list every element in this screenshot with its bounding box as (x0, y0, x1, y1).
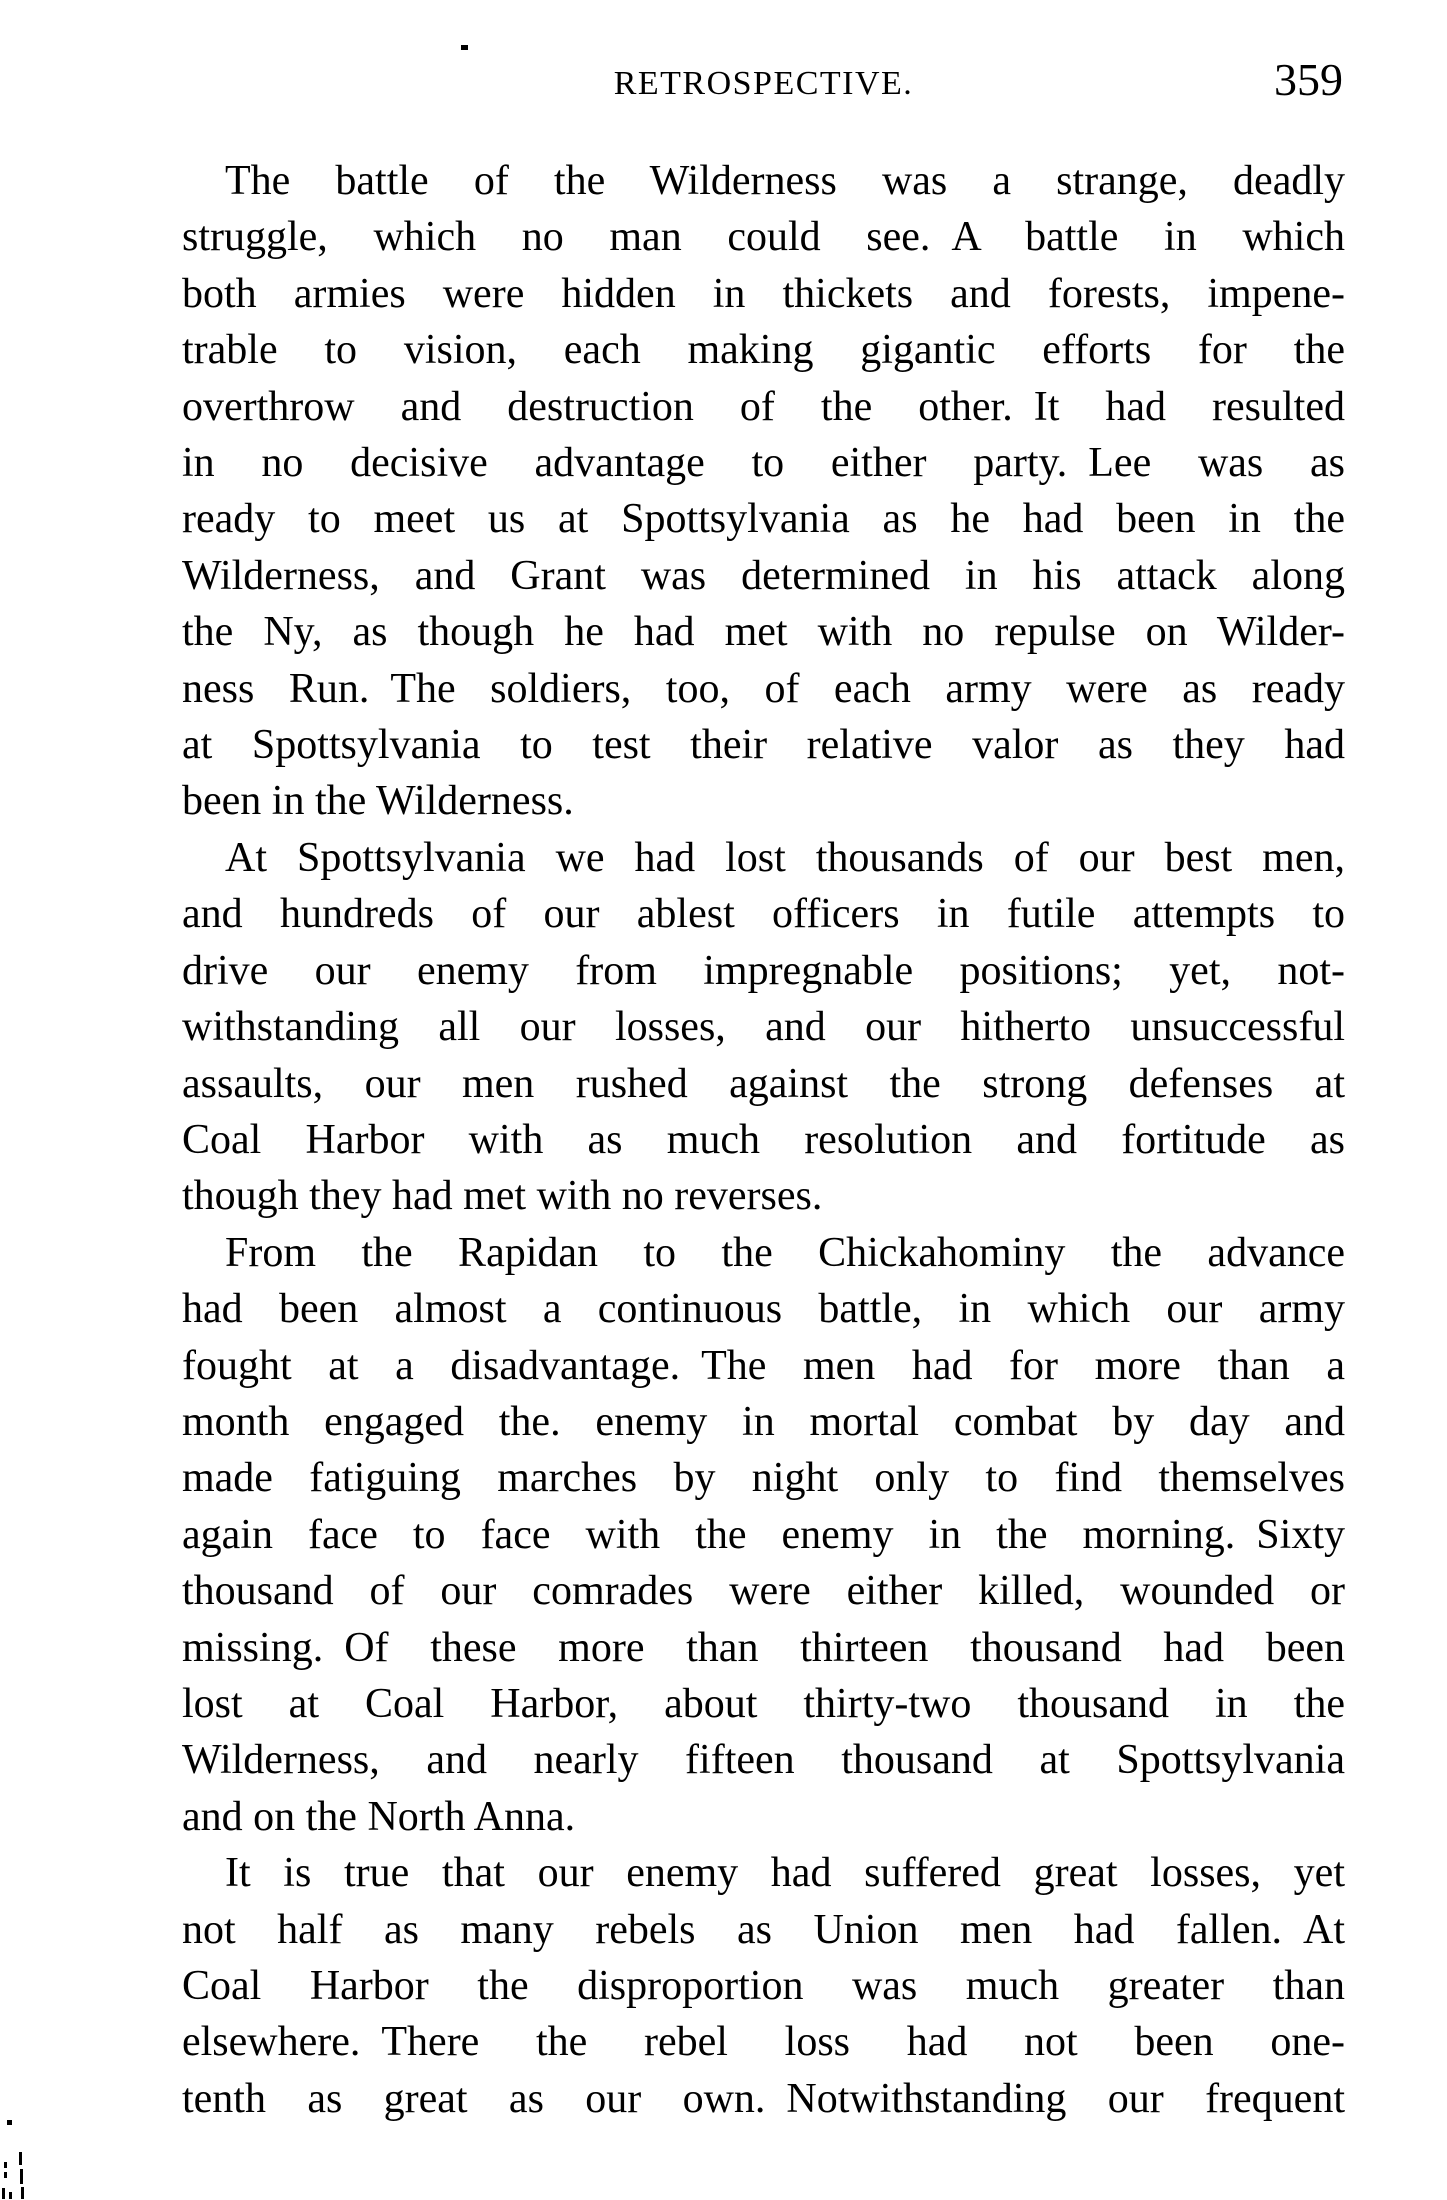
scan-speck (461, 45, 468, 50)
text-line: again face to face with the enemy in the morning. Sixty (182, 1511, 1345, 1558)
text-line: withstanding all our losses, and our hitherto unsuccessful (182, 1004, 1345, 1051)
text-line: fought at a disadvantage. The men had for more than a (182, 1342, 1345, 1389)
text-line: Wilderness, and nearly fifteen thousand at Spottsylvania (182, 1737, 1345, 1784)
page-header (182, 54, 1345, 114)
text-line: and hundreds of our ablest officers in futile attempts to (182, 891, 1345, 938)
text-line: and on the North Anna. (182, 1793, 576, 1840)
text-line: both armies were hidden in thickets and forests, impene- (182, 270, 1345, 317)
text-line: drive our enemy from impregnable positions; yet, not- (182, 947, 1345, 994)
text-line: in no decisive advantage to either party. Lee was as (182, 440, 1345, 487)
scan-speck (20, 2169, 23, 2184)
text-line: Wilderness, and Grant was determined in his attack along (182, 552, 1345, 599)
text-line: had been almost a continuous battle, in which our army (182, 1286, 1345, 1333)
scan-speck (7, 2120, 12, 2125)
scan-speck (4, 2172, 7, 2178)
text-line: month engaged the. enemy in mortal combat by day and (182, 1398, 1345, 1445)
text-line: the Ny, as though he had met with no repulse on Wilder- (182, 609, 1345, 656)
text-line: ready to meet us at Spottsylvania as he had been in the (182, 496, 1345, 543)
scan-speck (4, 2162, 7, 2168)
text-line: made fatiguing marches by night only to find themselves (182, 1455, 1345, 1502)
page-body (182, 153, 1345, 2127)
scan-speck (19, 2152, 22, 2165)
text-line: It is true that our enemy had suffered great losses, yet (225, 1850, 1345, 1897)
text-line: missing. Of these more than thirteen thousand had been (182, 1624, 1345, 1671)
scan-speck (2, 2188, 5, 2199)
text-line: At Spottsylvania we had lost thousands of our best men, (225, 834, 1345, 881)
text-line: ness Run. The soldiers, too, of each army were as ready (182, 665, 1345, 712)
paragraph (182, 830, 1345, 1225)
text-line: assaults, our men rushed against the strong defenses at (182, 1060, 1345, 1107)
text-line: From the Rapidan to the Chickahominy the advance (225, 1229, 1345, 1276)
paragraph (182, 1845, 1345, 2127)
text-line: at Spottsylvania to test their relative valor as they had (182, 722, 1345, 769)
text-line: overthrow and destruction of the other. It had resulted (182, 383, 1345, 430)
text-line: The battle of the Wilderness was a strange, deadly (225, 158, 1345, 204)
text-line: struggle, which no man could see. A battle in which (182, 214, 1345, 261)
paragraph (182, 1225, 1345, 1845)
text-line: elsewhere. There the rebel loss had not been one- (182, 2019, 1345, 2066)
text-line: though they had met with no reverses. (182, 1173, 823, 1220)
scan-speck (9, 2192, 12, 2199)
scan-speck (21, 2187, 24, 2199)
paragraph (182, 153, 1345, 830)
text-line: lost at Coal Harbor, about thirty-two thousand in the (182, 1680, 1345, 1727)
text-line: trable to vision, each making gigantic efforts for the (182, 327, 1345, 374)
text-line: been in the Wilderness. (182, 778, 574, 825)
text-line: Coal Harbor the disproportion was much greater than (182, 1963, 1345, 2009)
text-line: Coal Harbor with as much resolution and fortitude as (182, 1116, 1345, 1163)
text-line: thousand of our comrades were either killed, wounded or (182, 1568, 1345, 1615)
text-line: tenth as great as our own. Notwithstanding our frequent (182, 2075, 1345, 2122)
running-head: RETROSPECTIVE. (613, 65, 914, 102)
text-line: not half as many rebels as Union men had fallen. At (182, 1906, 1345, 1953)
page-number: 359 (1274, 54, 1343, 105)
